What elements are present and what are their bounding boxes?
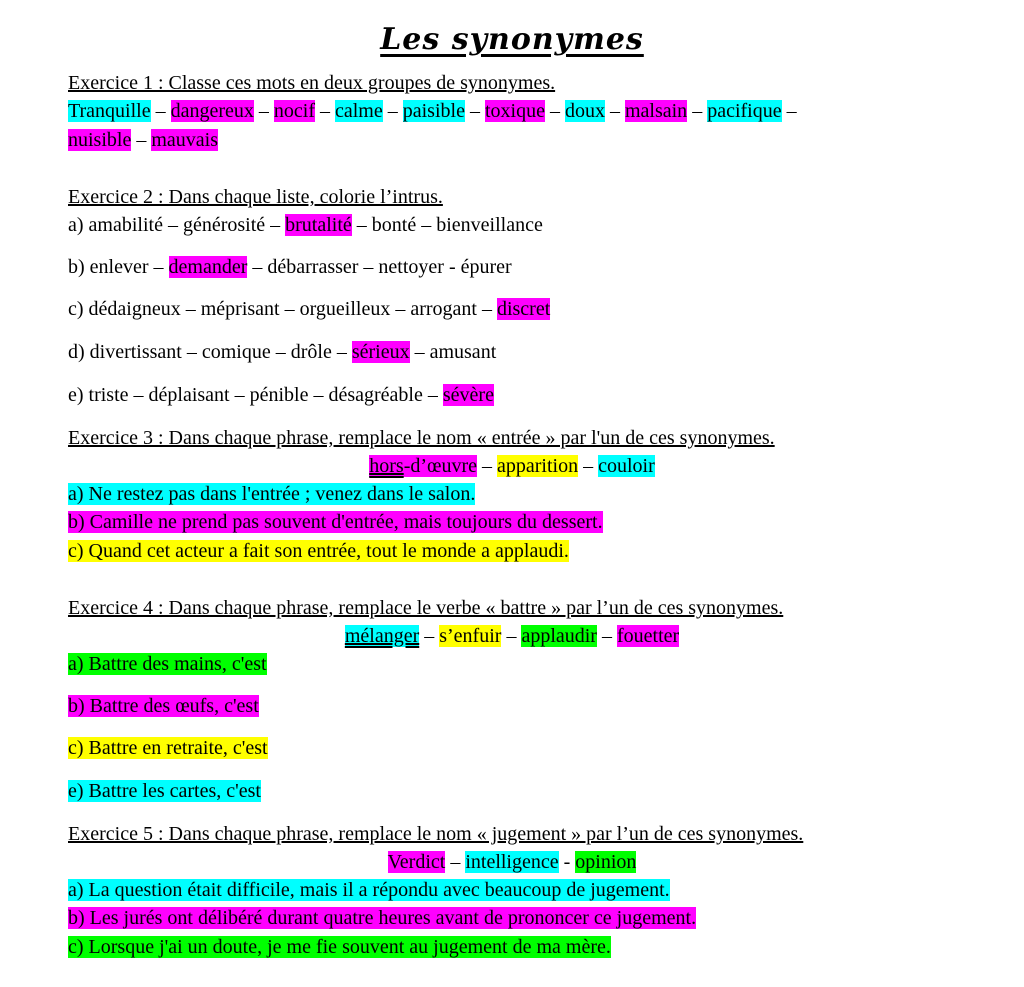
word: paisible <box>402 100 465 122</box>
text: c) dédaigneux – méprisant – orgueilleux – arrogant – <box>68 298 497 320</box>
ex5-options: Verdict – intelligence - opinion <box>387 851 637 873</box>
word: mauvais <box>151 129 218 151</box>
text: a) Battre des mains, c'est <box>68 653 267 675</box>
option: applaudir <box>521 625 597 647</box>
text: b) Les jurés ont délibéré durant quatre heures avant de prononcer ce jugement. <box>68 907 697 929</box>
ex3-sentence-a <box>68 482 475 507</box>
text: b) Battre des œufs, c'est <box>68 695 259 717</box>
ex4-sentence-a <box>68 652 267 677</box>
intrus: brutalité <box>285 214 352 236</box>
text: c) Battre en retraite, c'est <box>68 737 268 759</box>
text: c) Quand cet acteur a fait son entrée, tout le monde a applaudi. <box>68 540 569 562</box>
ex4-heading: Exercice 4 : Dans chaque phrase, remplace le verbe « battre » par l’un de ces synonymes. <box>68 597 784 619</box>
word: doux <box>564 100 605 122</box>
ex5-heading: Exercice 5 : Dans chaque phrase, remplace le nom « jugement » par l’un de ces synonymes. <box>68 823 804 845</box>
ex4-options: mélanger – s’enfuir – applaudir – fouetter <box>344 625 680 647</box>
text: a) Ne restez pas dans l'entrée ; venez dans le salon. <box>68 483 476 505</box>
text: – bonté – bienveillance <box>351 214 543 236</box>
ex1-words-line1: Tranquille – dangereux – nocif – calme – paisible – toxique – doux – malsain – pacifique – <box>68 100 797 122</box>
text: b) Camille ne prend pas souvent d'entrée, mais toujours du dessert. <box>68 511 603 533</box>
intrus: demander <box>168 256 248 278</box>
ex2-heading: Exercice 2 : Dans chaque liste, colorie l’intrus. <box>68 186 443 208</box>
ex5-sentence-a <box>68 878 670 903</box>
text: b) enlever – <box>68 256 169 278</box>
page-title: Les synonymes <box>380 22 644 57</box>
ex4-sentence-c <box>68 736 268 761</box>
word: toxique <box>484 100 545 122</box>
text: a) amabilité – générosité – <box>68 214 286 236</box>
word: Tranquille <box>68 100 151 122</box>
text: e) triste – déplaisant – pénible – désagréable – <box>68 384 443 406</box>
word: nocif <box>273 100 315 122</box>
option: opinion <box>575 851 637 873</box>
word: nuisible <box>68 129 132 151</box>
text: – amusant <box>409 341 497 363</box>
option: mélanger <box>344 625 420 647</box>
option: s’enfuir <box>439 625 502 647</box>
ex1-heading: Exercice 1 : Classe ces mots en deux groupes de synonymes. <box>68 72 556 94</box>
text: e) Battre les cartes, c'est <box>68 780 261 802</box>
ex5-sentence-b <box>68 906 696 931</box>
text: -d’œuvre <box>403 455 477 477</box>
option: intelligence <box>465 851 559 873</box>
text: – débarrasser – nettoyer - épurer <box>247 256 512 278</box>
word: calme <box>335 100 383 122</box>
word: dangereux <box>170 100 254 122</box>
word: pacifique <box>707 100 782 122</box>
text: d) divertissant – comique – drôle – <box>68 341 352 363</box>
ex4-sentence-e <box>68 779 261 804</box>
intrus: sévère <box>442 384 494 406</box>
ex2-item-b <box>68 255 512 280</box>
ex1-words-line2: nuisible – mauvais <box>68 129 218 151</box>
ex3-heading: Exercice 3 : Dans chaque phrase, remplace le nom « entrée » par l'un de ces synonymes. <box>68 427 775 449</box>
option <box>369 455 477 477</box>
word: malsain <box>624 100 688 122</box>
ex3-sentence-b <box>68 510 603 535</box>
text: hors <box>369 455 404 477</box>
ex2-item-c <box>68 297 550 322</box>
text: c) Lorsque j'ai un doute, je me fie souvent au jugement de ma mère. <box>68 936 611 958</box>
option: apparition <box>497 455 579 477</box>
intrus: discret <box>496 298 551 320</box>
ex2-item-e <box>68 383 494 408</box>
option: couloir <box>598 455 655 477</box>
ex2-item-d <box>68 340 496 365</box>
option: Verdict <box>387 851 446 873</box>
option: fouetter <box>616 625 680 647</box>
intrus: sérieux <box>351 341 410 363</box>
ex2-item-a <box>68 213 543 238</box>
text: a) La question était difficile, mais il a répondu avec beaucoup de jugement. <box>68 879 670 901</box>
ex4-sentence-b <box>68 694 259 719</box>
ex5-sentence-c <box>68 935 611 960</box>
ex3-sentence-c <box>68 539 569 564</box>
ex3-options: hors-d’œuvre – apparition – couloir <box>369 455 655 477</box>
